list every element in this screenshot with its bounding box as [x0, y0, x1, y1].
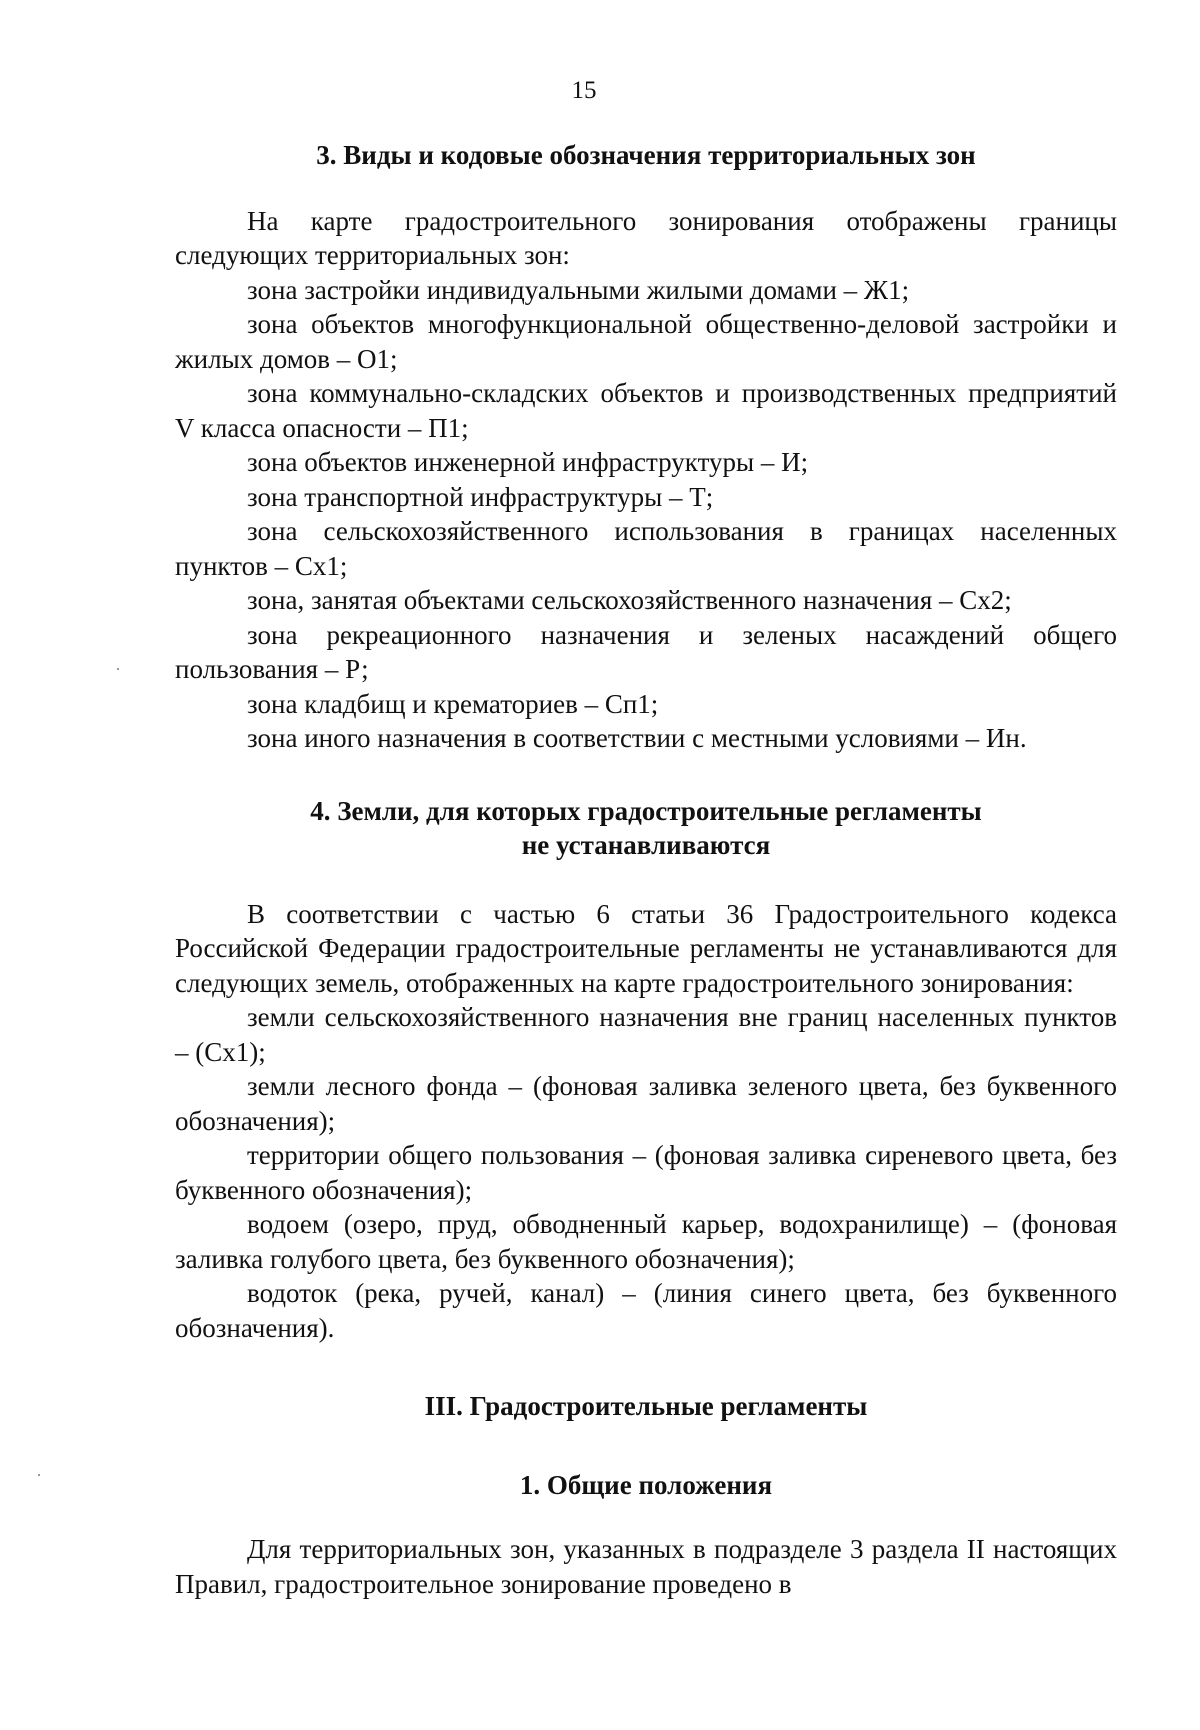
- section-4-heading-line-1: 4. Земли, для которых градостроительные регламенты: [310, 795, 982, 826]
- scan-speck: [117, 668, 119, 670]
- page-content: [175, 138, 1117, 1601]
- zone-item: зона рекреационного назначения и зеленых насаждений общего пользования – Р;: [175, 619, 1117, 684]
- section-4-heading-line-2: не устанавливаются: [521, 830, 771, 860]
- zone-item: зона сельскохозяйственного использования в границах населенных пунктов – Сх1;: [175, 516, 1117, 581]
- chapter-3-heading: III. Градостроительные регламенты: [424, 1391, 868, 1421]
- zone-item: зона застройки индивидуальными жилыми домами – Ж1;: [247, 274, 910, 305]
- section-3-intro: На карте градостроительного зонирования отображены границы следующих территориальных зон:: [175, 205, 1117, 270]
- land-item: водоем (озеро, пруд, обводненный карьер, водохранилище) – (фоновая заливка голубого цвета, без буквенного обозначения);: [175, 1209, 1117, 1274]
- zone-item: зона объектов инженерной инфраструктуры – И;: [247, 447, 809, 477]
- zone-item: зона коммунально-складских объектов и производственных предприятий V класса опасности – П1;: [175, 378, 1117, 443]
- general-provisions-text: Для территориальных зон, указанных в подразделе 3 раздела II настоящих Правил, градостроительное зонирование проведено в: [175, 1534, 1117, 1599]
- land-item: земли сельскохозяйственного назначения вне границ населенных пунктов – (Сх1);: [175, 1002, 1117, 1067]
- zone-item: зона кладбищ и крематориев – Сп1;: [247, 688, 659, 719]
- land-item: водоток (река, ручей, канал) – (линия синего цвета, без буквенного обозначения).: [175, 1278, 1117, 1343]
- scan-speck: [38, 1474, 40, 1476]
- zone-list: [175, 273, 1117, 756]
- section-3-heading: 3. Виды и кодовые обозначения территориальных зон: [316, 140, 976, 170]
- zone-item: зона транспортной инфраструктуры – Т;: [247, 481, 714, 512]
- section-4-heading: [175, 794, 1117, 863]
- zone-item: зона иного назначения в соответствии с местными условиями – Ин.: [247, 723, 1027, 753]
- general-provisions-heading: 1. Общие положения: [519, 1469, 773, 1500]
- zone-item: зона объектов многофункциональной общественно-деловой застройки и жилых домов – О1;: [175, 309, 1117, 374]
- page-number: 15: [571, 77, 597, 104]
- land-list: [175, 1000, 1117, 1345]
- section-4-intro: В соответствии с частью 6 статьи 36 Градостроительного кодекса Российской Федерации градостроительные регламенты не устанавливаются для следующих земель, отображенных на карте градостроительного зонирования:: [175, 898, 1117, 998]
- land-item: территории общего пользования – (фоновая заливка сиреневого цвета, без буквенного обозначения);: [175, 1140, 1117, 1205]
- land-item: земли лесного фонда – (фоновая заливка зеленого цвета, без буквенного обозначения);: [175, 1071, 1117, 1136]
- zone-item: зона, занятая объектами сельскохозяйственного назначения – Сх2;: [247, 585, 1012, 615]
